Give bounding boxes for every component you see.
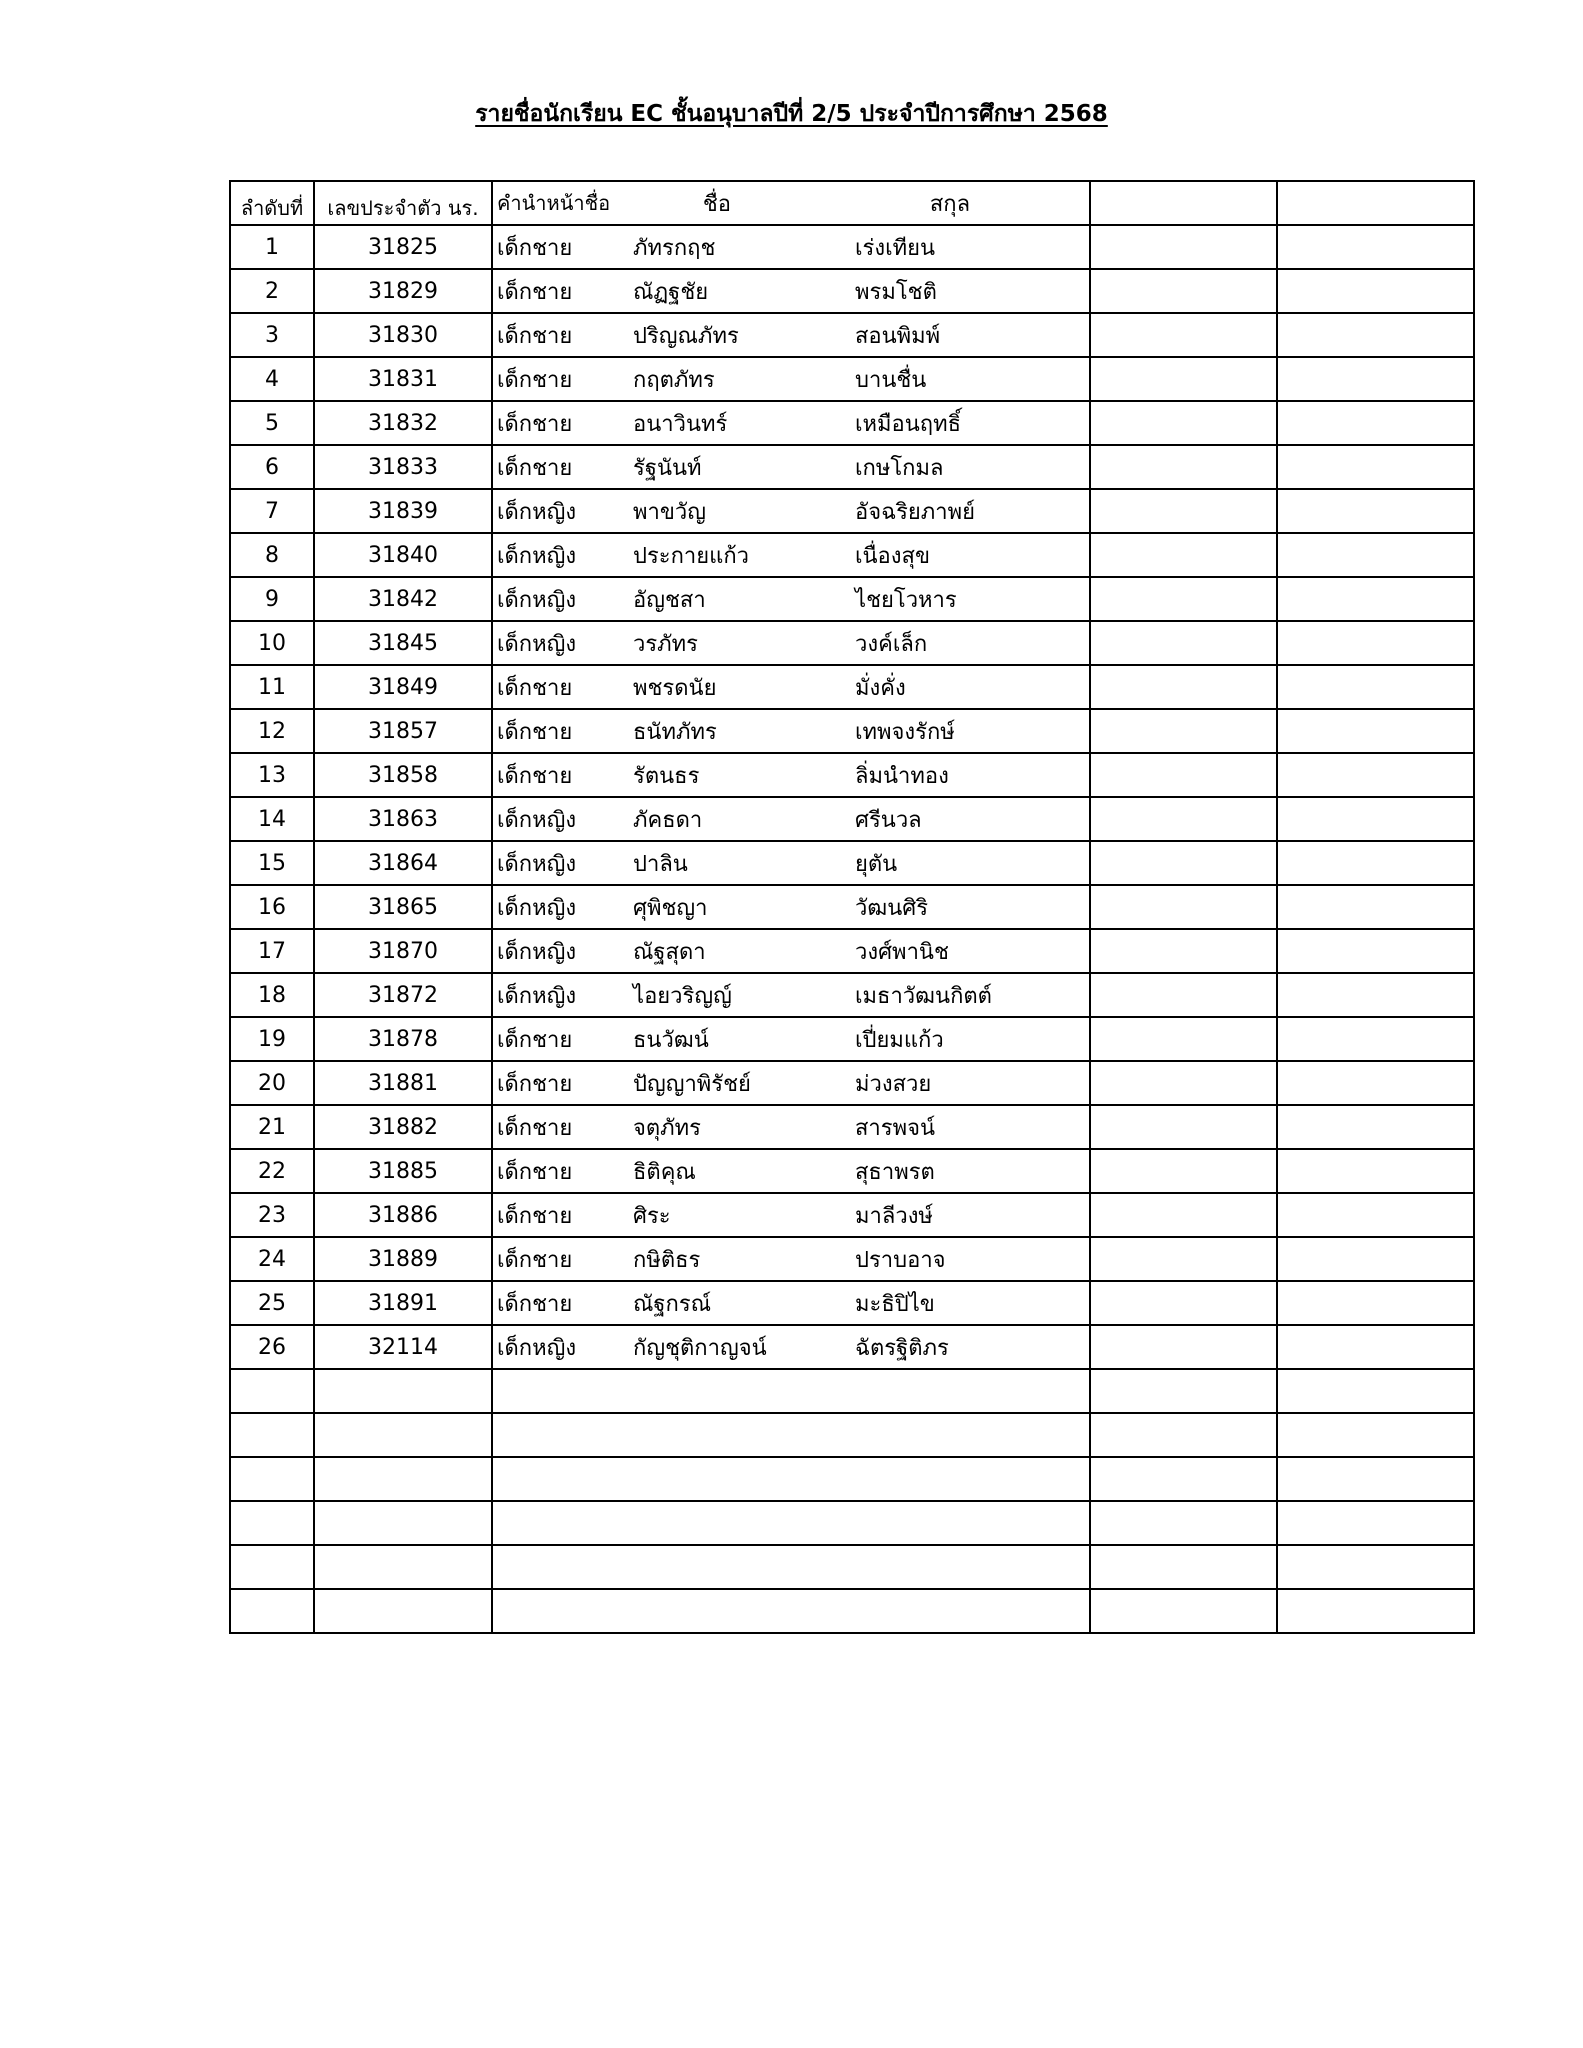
table-row [230, 225, 1474, 269]
name-prefix: เด็กชาย [497, 1027, 573, 1053]
row-number: 11 [230, 665, 314, 709]
blank-cell [1090, 1061, 1277, 1105]
first-name: ธิติคุณ [633, 1159, 696, 1185]
header-blank-2 [1277, 181, 1474, 225]
name-prefix: เด็กชาย [497, 1071, 573, 1097]
blank-cell [1277, 1545, 1474, 1589]
student-id: 31882 [314, 1105, 492, 1149]
blank-cell [1277, 665, 1474, 709]
blank-cell [1277, 753, 1474, 797]
last-name: พรมโชติ [855, 279, 937, 305]
student-name-cell [492, 841, 1090, 885]
blank-cell [1090, 1325, 1277, 1369]
blank-cell [1277, 1589, 1474, 1633]
blank-cell [1090, 1237, 1277, 1281]
first-name: ณัฐกรณ์ [633, 1291, 712, 1317]
student-id: 31886 [314, 1193, 492, 1237]
last-name: เหมือนฤทธิ์ [855, 411, 962, 437]
student-id: 31857 [314, 709, 492, 753]
blank-cell [1090, 357, 1277, 401]
name-prefix: เด็กหญิง [497, 895, 577, 921]
table-row [230, 929, 1474, 973]
student-id: 31832 [314, 401, 492, 445]
name-prefix: เด็กชาย [497, 675, 573, 701]
last-name: มั่งคั่ง [855, 675, 906, 701]
table-row [230, 445, 1474, 489]
blank-cell [1090, 1457, 1277, 1501]
student-id: 31881 [314, 1061, 492, 1105]
table-row [230, 313, 1474, 357]
blank-cell [1090, 1149, 1277, 1193]
blank-cell [1090, 1017, 1277, 1061]
blank-cell [1090, 489, 1277, 533]
blank-cell [1277, 489, 1474, 533]
row-number: 6 [230, 445, 314, 489]
last-name: ปราบอาจ [855, 1247, 946, 1273]
empty-table-row [230, 1413, 1474, 1457]
blank-cell [1090, 841, 1277, 885]
first-name: ศุพิชญา [633, 895, 708, 921]
row-number: 21 [230, 1105, 314, 1149]
header-prefix: คำนำหน้าชื่อ [497, 191, 611, 215]
blank-cell [1090, 929, 1277, 973]
first-name: อัญชสา [633, 587, 706, 613]
student-name-cell [492, 1105, 1090, 1149]
student-id: 31858 [314, 753, 492, 797]
last-name: ลิ่มนำทอง [855, 763, 949, 789]
blank-cell [1277, 885, 1474, 929]
blank-cell [1090, 797, 1277, 841]
first-name: ภัคธดา [633, 807, 703, 833]
blank-cell [230, 1369, 314, 1413]
blank-cell [314, 1369, 492, 1413]
blank-cell [1090, 1193, 1277, 1237]
student-id: 31878 [314, 1017, 492, 1061]
row-number: 12 [230, 709, 314, 753]
row-number: 14 [230, 797, 314, 841]
blank-cell [314, 1589, 492, 1633]
blank-cell [1090, 709, 1277, 753]
last-name: วงศ์พานิช [855, 939, 949, 965]
blank-cell [1090, 401, 1277, 445]
name-prefix: เด็กชาย [497, 323, 573, 349]
blank-cell [314, 1413, 492, 1457]
last-name: บานชื่น [855, 367, 927, 393]
first-name: ธนัทภัทร [633, 719, 717, 745]
last-name: เปี่ยมแก้ว [855, 1027, 944, 1053]
blank-cell [1090, 1413, 1277, 1457]
first-name: ธนวัฒน์ [633, 1027, 709, 1053]
table-row [230, 269, 1474, 313]
student-id: 31889 [314, 1237, 492, 1281]
name-prefix: เด็กชาย [497, 367, 573, 393]
name-prefix: เด็กหญิง [497, 851, 577, 877]
header-last-name: สกุล [929, 191, 971, 217]
student-id: 31829 [314, 269, 492, 313]
row-number: 24 [230, 1237, 314, 1281]
header-first-name: ชื่อ [702, 191, 731, 217]
empty-table-row [230, 1369, 1474, 1413]
student-name-cell [492, 973, 1090, 1017]
blank-cell [1277, 401, 1474, 445]
blank-cell [1277, 841, 1474, 885]
blank-cell [1277, 1017, 1474, 1061]
blank-cell [492, 1589, 1090, 1633]
name-prefix: เด็กหญิง [497, 631, 577, 657]
empty-table-row [230, 1501, 1474, 1545]
blank-cell [1090, 313, 1277, 357]
student-id: 31825 [314, 225, 492, 269]
blank-cell [230, 1589, 314, 1633]
name-prefix: เด็กหญิง [497, 1335, 577, 1361]
table-row [230, 1105, 1474, 1149]
blank-cell [1277, 1281, 1474, 1325]
last-name: เทพจงรักษ์ [855, 719, 955, 745]
row-number: 26 [230, 1325, 314, 1369]
student-id: 31845 [314, 621, 492, 665]
name-prefix: เด็กหญิง [497, 983, 577, 1009]
row-number: 4 [230, 357, 314, 401]
header-blank-1 [1090, 181, 1277, 225]
blank-cell [1090, 1105, 1277, 1149]
blank-cell [1277, 313, 1474, 357]
document-title: รายชื่อนักเรียน EC ชั้นอนุบาลปีที่ 2/5 ประจำปีการศึกษา 2568 [475, 101, 1108, 127]
empty-table-row [230, 1457, 1474, 1501]
table-row [230, 885, 1474, 929]
student-id: 32114 [314, 1325, 492, 1369]
student-name-cell [492, 1149, 1090, 1193]
name-prefix: เด็กชาย [497, 1203, 573, 1229]
row-number: 2 [230, 269, 314, 313]
blank-cell [1090, 445, 1277, 489]
blank-cell [1090, 1501, 1277, 1545]
blank-cell [1277, 1325, 1474, 1369]
row-number: 7 [230, 489, 314, 533]
name-prefix: เด็กชาย [497, 455, 573, 481]
student-name-cell [492, 621, 1090, 665]
table-row [230, 665, 1474, 709]
first-name: รัตนธร [633, 763, 700, 789]
first-name: ประกายแก้ว [633, 543, 750, 569]
name-prefix: เด็กหญิง [497, 939, 577, 965]
blank-cell [1277, 577, 1474, 621]
blank-cell [1277, 1457, 1474, 1501]
student-name-cell [492, 225, 1090, 269]
first-name: ปริญณภัทร [633, 323, 739, 349]
name-prefix: เด็กชาย [497, 235, 573, 261]
last-name: เนื่องสุข [855, 543, 930, 569]
row-number: 5 [230, 401, 314, 445]
row-number: 25 [230, 1281, 314, 1325]
student-name-cell [492, 753, 1090, 797]
table-row [230, 709, 1474, 753]
blank-cell [1090, 1369, 1277, 1413]
table-row [230, 577, 1474, 621]
blank-cell [1277, 621, 1474, 665]
blank-cell [1277, 1061, 1474, 1105]
blank-cell [1090, 577, 1277, 621]
blank-cell [492, 1413, 1090, 1457]
name-prefix: เด็กชาย [497, 1159, 573, 1185]
last-name: ยุตัน [855, 851, 898, 877]
table-body [230, 225, 1474, 1633]
name-prefix: เด็กชาย [497, 763, 573, 789]
table-row [230, 973, 1474, 1017]
row-number: 8 [230, 533, 314, 577]
row-number: 15 [230, 841, 314, 885]
student-id: 31839 [314, 489, 492, 533]
first-name: จตุภัทร [633, 1115, 701, 1141]
empty-table-row [230, 1589, 1474, 1633]
last-name: เร่งเทียน [855, 235, 936, 261]
student-name-cell [492, 489, 1090, 533]
blank-cell [1277, 1501, 1474, 1545]
table-row [230, 753, 1474, 797]
blank-cell [1277, 357, 1474, 401]
blank-cell [1277, 797, 1474, 841]
blank-cell [492, 1457, 1090, 1501]
first-name: ศิระ [633, 1203, 671, 1229]
name-prefix: เด็กชาย [497, 1115, 573, 1141]
first-name: กัญชุติกาญจน์ [633, 1335, 767, 1361]
student-name-cell [492, 1281, 1090, 1325]
last-name: สุธาพรต [855, 1159, 935, 1185]
blank-cell [1277, 973, 1474, 1017]
row-number: 17 [230, 929, 314, 973]
blank-cell [314, 1457, 492, 1501]
student-name-cell [492, 577, 1090, 621]
blank-cell [1090, 1589, 1277, 1633]
table-row [230, 841, 1474, 885]
first-name: รัฐนันท์ [633, 455, 702, 481]
table-row [230, 1237, 1474, 1281]
row-number: 18 [230, 973, 314, 1017]
table-row [230, 1193, 1474, 1237]
name-prefix: เด็กชาย [497, 719, 573, 745]
student-id: 31891 [314, 1281, 492, 1325]
blank-cell [1090, 973, 1277, 1017]
student-name-cell [492, 1061, 1090, 1105]
blank-cell [230, 1413, 314, 1457]
name-prefix: เด็กชาย [497, 1247, 573, 1273]
first-name: ปัญญาพิรัชย์ [633, 1071, 751, 1097]
student-name-cell [492, 1325, 1090, 1369]
student-id: 31830 [314, 313, 492, 357]
blank-cell [230, 1545, 314, 1589]
blank-cell [230, 1457, 314, 1501]
row-number: 22 [230, 1149, 314, 1193]
blank-cell [1277, 269, 1474, 313]
table-row [230, 489, 1474, 533]
first-name: ไอยวริญญ์ [633, 983, 732, 1009]
name-prefix: เด็กหญิง [497, 587, 577, 613]
blank-cell [492, 1369, 1090, 1413]
student-name-cell [492, 1237, 1090, 1281]
student-name-cell [492, 401, 1090, 445]
row-number: 9 [230, 577, 314, 621]
student-name-cell [492, 1017, 1090, 1061]
blank-cell [1277, 445, 1474, 489]
table-row [230, 1281, 1474, 1325]
blank-cell [314, 1501, 492, 1545]
blank-cell [1277, 1105, 1474, 1149]
name-prefix: เด็กชาย [497, 411, 573, 437]
empty-table-row [230, 1545, 1474, 1589]
student-id: 31863 [314, 797, 492, 841]
student-id: 31870 [314, 929, 492, 973]
student-id: 31864 [314, 841, 492, 885]
table-row [230, 1149, 1474, 1193]
row-number: 19 [230, 1017, 314, 1061]
blank-cell [1090, 533, 1277, 577]
row-number: 20 [230, 1061, 314, 1105]
first-name: กฤตภัทร [633, 367, 715, 393]
header-no: ลำดับที่ [230, 181, 314, 225]
student-name-cell [492, 313, 1090, 357]
blank-cell [1277, 929, 1474, 973]
row-number: 1 [230, 225, 314, 269]
student-name-cell [492, 445, 1090, 489]
blank-cell [1090, 1281, 1277, 1325]
row-number: 10 [230, 621, 314, 665]
blank-cell [1090, 753, 1277, 797]
last-name: มะธิปิไข [855, 1291, 935, 1317]
name-prefix: เด็กหญิง [497, 499, 577, 525]
student-id: 31849 [314, 665, 492, 709]
student-roster-table [229, 180, 1475, 1634]
row-number: 23 [230, 1193, 314, 1237]
header-student-id: เลขประจำตัว นร. [314, 181, 492, 225]
last-name: ไชยโวหาร [855, 587, 957, 613]
last-name: วัฒนศิริ [855, 895, 929, 921]
first-name: พชรดนัย [633, 675, 717, 701]
last-name: ฉัตรฐิติภร [855, 1335, 949, 1361]
table-row [230, 401, 1474, 445]
blank-cell [1277, 1193, 1474, 1237]
student-name-cell [492, 269, 1090, 313]
blank-cell [1090, 621, 1277, 665]
table-row [230, 797, 1474, 841]
table-row [230, 621, 1474, 665]
blank-cell [1090, 665, 1277, 709]
last-name: อัจฉริยภาพย์ [855, 499, 976, 525]
student-name-cell [492, 709, 1090, 753]
row-number: 13 [230, 753, 314, 797]
blank-cell [1277, 709, 1474, 753]
blank-cell [1277, 225, 1474, 269]
last-name: สอนพิมพ์ [855, 323, 941, 349]
name-prefix: เด็กชาย [497, 1291, 573, 1317]
last-name: มาลีวงษ์ [855, 1203, 933, 1229]
first-name: ณัฏฐชัย [633, 279, 709, 305]
student-id: 31833 [314, 445, 492, 489]
name-prefix: เด็กหญิง [497, 543, 577, 569]
first-name: พาขวัญ [633, 499, 706, 525]
student-id: 31885 [314, 1149, 492, 1193]
blank-cell [314, 1545, 492, 1589]
first-name: วรภัทร [633, 631, 698, 657]
student-name-cell [492, 665, 1090, 709]
student-id: 31831 [314, 357, 492, 401]
last-name: สารพจน์ [855, 1115, 936, 1141]
table-row [230, 1325, 1474, 1369]
first-name: ภัทรกฤช [633, 235, 716, 261]
student-id: 31842 [314, 577, 492, 621]
blank-cell [1277, 533, 1474, 577]
name-prefix: เด็กหญิง [497, 807, 577, 833]
row-number: 3 [230, 313, 314, 357]
student-name-cell [492, 885, 1090, 929]
row-number: 16 [230, 885, 314, 929]
first-name: ปาลิน [633, 851, 688, 877]
first-name: ณัฐสุดา [633, 939, 706, 965]
blank-cell [1277, 1149, 1474, 1193]
last-name: เกษโกมล [855, 455, 944, 481]
blank-cell [1090, 1545, 1277, 1589]
name-prefix: เด็กชาย [497, 279, 573, 305]
blank-cell [1090, 269, 1277, 313]
table-header-row [230, 181, 1474, 225]
student-id: 31865 [314, 885, 492, 929]
student-name-cell [492, 797, 1090, 841]
student-name-cell [492, 929, 1090, 973]
blank-cell [1277, 1237, 1474, 1281]
first-name: กษิติธร [633, 1247, 701, 1273]
table-row [230, 1061, 1474, 1105]
header-name-group [492, 181, 1090, 225]
student-name-cell [492, 357, 1090, 401]
table-row [230, 357, 1474, 401]
student-name-cell [492, 1193, 1090, 1237]
blank-cell [230, 1501, 314, 1545]
student-id: 31872 [314, 973, 492, 1017]
table-row [230, 1017, 1474, 1061]
student-name-cell [492, 533, 1090, 577]
last-name: วงค์เล็ก [855, 631, 928, 657]
last-name: ม่วงสวย [855, 1071, 932, 1097]
first-name: อนาวินทร์ [633, 411, 728, 437]
blank-cell [1090, 885, 1277, 929]
blank-cell [1277, 1413, 1474, 1457]
last-name: ศรีนวล [855, 807, 922, 833]
student-id: 31840 [314, 533, 492, 577]
last-name: เมธาวัฒนกิตต์ [855, 983, 992, 1009]
blank-cell [1277, 1369, 1474, 1413]
blank-cell [492, 1501, 1090, 1545]
table-row [230, 533, 1474, 577]
blank-cell [492, 1545, 1090, 1589]
blank-cell [1090, 225, 1277, 269]
